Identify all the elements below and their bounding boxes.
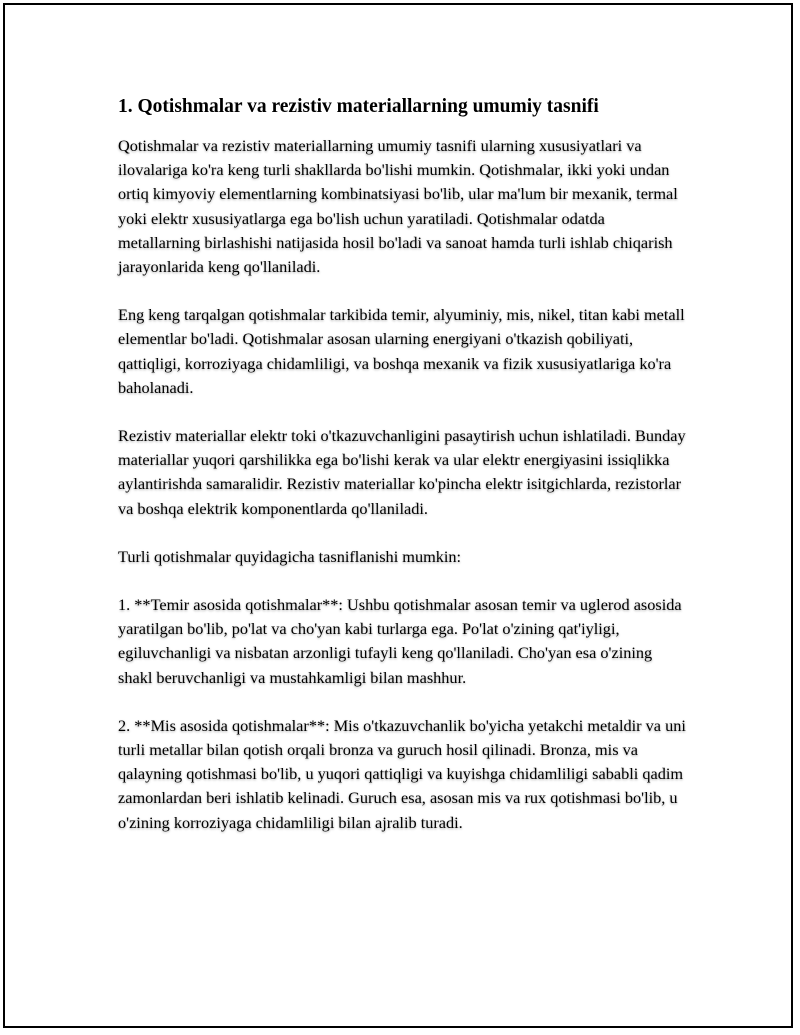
paragraph-intro: Qotishmalar va rezistiv materiallarning umumiy tasnifi ularning xususiyatlari va ilovalariga ko'ra keng turli shakllarda bo'lishi mumkin. Qotishmalar, ikki yoki undan ortiq kimyoviy elementlarning kombinatsiyasi bo'lib, ular ma'lum bir mexanik, termal yoki elektr xususiyatlarga ega bo'lish uchun yaratiladi. Qotishmalar odatda metallarning birlashishi natijasida hosil bo'ladi va sanoat hamda turli ishlab chiqarish jarayonlarida keng qo'llaniladi. <box>118 136 678 277</box>
list-item-copper-alloys: 2. **Mis asosida qotishmalar**: Mis o'tkazuvchanlik bo'yicha yetakchi metaldir va uni turli metallar bilan qotish orqali bronza va guruch hosil qilinadi. Bronza, mis va qalayning qotishmasi bo'lib, u yuqori qattiqligi va kuyishga chidamliligi sababli qadim zamonlardan beri ishlatib kelinadi. Guruch esa, asosan mis va rux qotishmasi bo'lib, u o'zining korroziyaga chidamliligi bilan ajralib turadi. <box>118 715 686 832</box>
paragraph-classification-intro: Turli qotishmalar quyidagicha tasniflanishi mumkin: <box>118 546 462 566</box>
list-item-iron-alloys: 1. **Temir asosida qotishmalar**: Ushbu qotishmalar asosan temir va uglerod asosida yaratilgan bo'lib, po'lat va cho'yan kabi turlarga ega. Po'lat o'zining qat'iyligi, egiluvchanligi va nisbatan arzonligi tufayli keng qo'llaniladi. Cho'yan esa o'zining shakl beruvchanligi va mustahkamligi bilan mashhur. <box>118 595 682 687</box>
paragraph-common-alloys: Eng keng tarqalgan qotishmalar tarkibida temir, alyuminiy, mis, nikel, titan kabi metall elementlar bo'ladi. Qotishmalar asosan ularning energiyani o'tkazish qobiliyati, qattiqligi, korroziyaga chidamliligi, va boshqa mexanik va fizik xususiyatlariga ko'ra baholanadi. <box>118 305 685 397</box>
page-title: 1. Qotishmalar va rezistiv materiallarning umumiy tasnifi <box>118 96 599 117</box>
paragraph-resistive-materials: Rezistiv materiallar elektr toki o'tkazuvchanligini pasaytirish uchun ishlatiladi. Bunday materiallar yuqori qarshilikka ega bo'lishi kerak va ular elektr energiyasini issiqlikka aylantirishda samaralidir. Rezistiv materiallar ko'pincha elektr isitgichlarda, rezistorlar va boshqa elektrik komponentlarda qo'llaniladi. <box>118 426 686 518</box>
document-body <box>118 94 688 859</box>
